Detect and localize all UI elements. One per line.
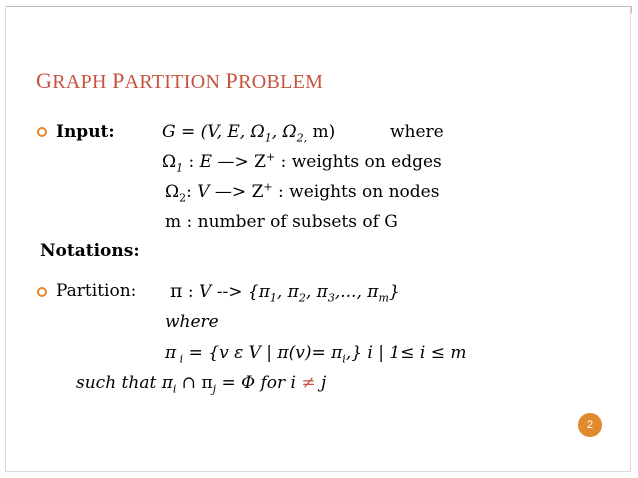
slide-frame-top xyxy=(5,6,632,13)
partition-definition: π $_i$ = {v ε V | $\pi(v)= \pi_i$,} i | 1≤ i ≤ m xyxy=(165,343,467,366)
partition-label: Partition: xyxy=(56,281,137,301)
slide-frame-right xyxy=(630,6,631,472)
omega1-line: $\Omega_1$ : E —> Z+ : weights on edges xyxy=(162,150,442,175)
slide-title: GRAPH PARTITION PROBLEM xyxy=(36,68,324,93)
m-line: m : number of subsets of G xyxy=(165,212,398,232)
input-where: where xyxy=(390,122,444,142)
slide-frame-left xyxy=(5,6,6,472)
partition-disjoint-condition: such that $\pi_i$ ∩ $\pi_j = \Phi$ for i ≠ j xyxy=(76,373,327,396)
omega2-line: $\Omega_2$: V —> Z+ : weights on nodes xyxy=(165,180,440,205)
partition-where: where xyxy=(165,312,219,332)
slide-frame-bottom xyxy=(5,471,631,472)
page-number-badge: 2 xyxy=(578,413,602,437)
partition-mapping: π : V --> {$\pi_1$, $\pi_2$, $\pi_3$,..., $\pi_m$} xyxy=(170,280,400,305)
notations-label: Notations: xyxy=(40,241,140,261)
bullet-icon xyxy=(37,127,47,137)
bullet-icon xyxy=(37,287,47,297)
input-tuple: G = (V, E, $\Omega_1$, $\Omega_{2,}$ m) xyxy=(162,122,336,145)
input-label: Input: xyxy=(56,122,115,142)
